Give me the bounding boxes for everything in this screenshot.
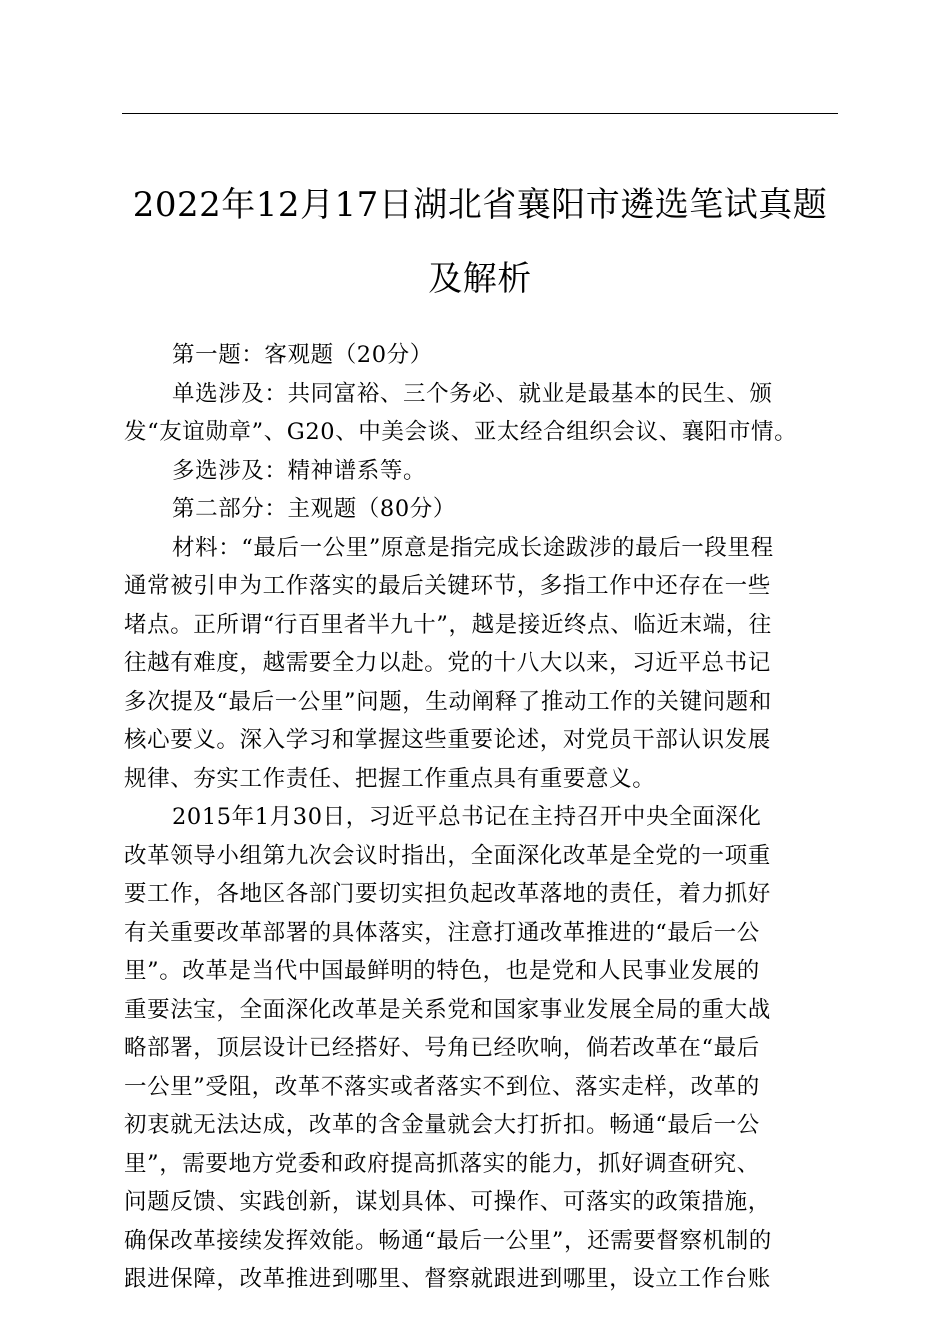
body-line: 初衷就无法达成，改革的含金量就会大打折扣。畅通“最后一公 — [124, 1112, 760, 1138]
body-line: 一公里”受阻，改革不落实或者落实不到位、落实走样，改革的 — [124, 1073, 760, 1100]
body-line: 改革领导小组第九次会议时指出，全面深化改革是全党的一项重 — [124, 842, 771, 869]
body-line: 里”，需要地方党委和政府提高抓落实的能力，抓好调查研究、 — [124, 1150, 760, 1177]
body-line: 重要法宝，全面深化改革是关系党和国家事业发展全局的重大战 — [124, 996, 771, 1023]
body-line: 有关重要改革部署的具体落实，注意打通改革推进的“最后一公 — [124, 919, 760, 946]
body-line: 材料：“最后一公里”原意是指完成长途跋涉的最后一段里程 — [172, 534, 774, 561]
body-line: 发“友谊勋章”、G20、中美会谈、亚太经合组织会议、襄阳市情。 — [124, 419, 798, 445]
document-title — [100, 168, 860, 316]
body-line: 跟进保障，改革推进到哪里、督察就跟进到哪里，设立工作台账 — [124, 1266, 771, 1292]
body-line: 确保改革接续发挥效能。畅通“最后一公里”，还需要督察机制的 — [124, 1227, 772, 1254]
body-line: 往越有难度，越需要全力以赴。党的十八大以来，习近平总书记 — [124, 650, 771, 676]
body-line: 堵点。正所谓“行百里者半九十”，越是接近终点、临近末端，往 — [124, 611, 772, 638]
title-line: 2022年12月17日湖北省襄阳市遴选笔试真题 — [132, 185, 828, 225]
body-line: 单选涉及：共同富裕、三个务必、就业是最基本的民生、颁 — [172, 380, 773, 407]
body-line: 第二部分：主观题（80分） — [172, 496, 456, 522]
title-line: 及解析 — [428, 259, 532, 299]
body-line: 第一题：客观题（20分） — [172, 342, 433, 368]
body-line: 要工作，各地区各部门要切实担负起改革落地的责任，着力抓好 — [124, 881, 771, 907]
document-body — [124, 336, 844, 1299]
body-line: 略部署，顶层设计已经搭好、号角已经吹响，倘若改革在“最后 — [124, 1035, 760, 1061]
body-line: 2015年1月30日，习近平总书记在主持召开中央全面深化 — [172, 804, 762, 830]
body-line: 核心要义。深入学习和掌握这些重要论述，对党员干部认识发展 — [124, 727, 771, 753]
body-line: 多选涉及：精神谱系等。 — [172, 457, 427, 484]
header-rule — [122, 113, 838, 114]
body-line: 里”。改革是当代中国最鲜明的特色，也是党和人民事业发展的 — [124, 958, 760, 984]
body-line: 多次提及“最后一公里”问题，生动阐释了推动工作的关键问题和 — [124, 688, 772, 715]
body-line: 问题反馈、实践创新，谋划具体、可操作、可落实的政策措施， — [124, 1189, 771, 1215]
body-line: 通常被引申为工作落实的最后关键环节，多指工作中还存在一些 — [124, 573, 771, 599]
body-line: 规律、夯实工作责任、把握工作重点具有重要意义。 — [124, 765, 656, 792]
